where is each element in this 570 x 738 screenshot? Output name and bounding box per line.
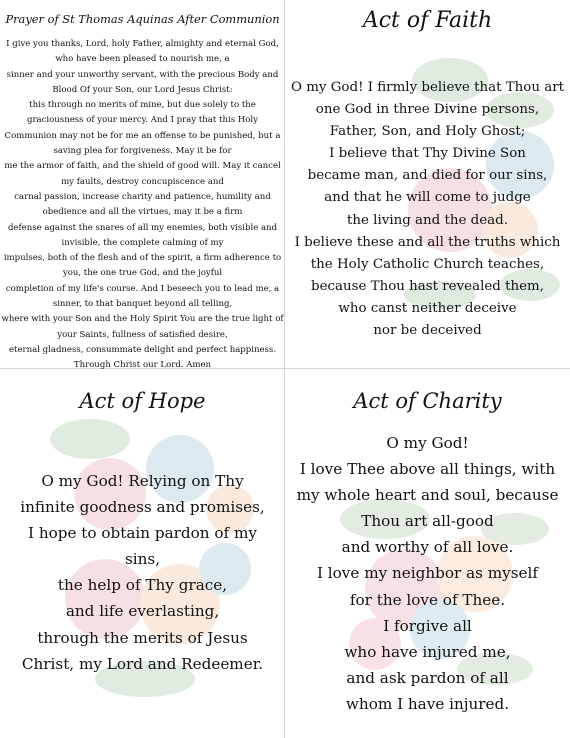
prayer-line: Thou art all-good — [361, 512, 494, 531]
prayer-line: Christ, my Lord and Redeemer. — [21, 654, 264, 673]
prayer-line: completion of my life's course. And I beseech you to lead me, a — [5, 283, 280, 294]
prayer-line: Father, Son, and Holy Ghost; — [329, 124, 526, 140]
prayer-line: and worthy of all love. — [341, 538, 514, 557]
act-of-faith-panel — [285, 0, 570, 369]
prayer-line: impulses, both of the flesh and of the spirit, a firm adherence to — [3, 253, 282, 264]
prayer-line: invisible, the complete calming of my — [61, 237, 224, 248]
act-of-hope-text — [0, 468, 285, 677]
prayer-line: and that he will come to judge — [324, 190, 531, 206]
prayer-line: infinite goodness and promises, — [20, 498, 265, 517]
prayer-line: O my God! Relying on Thy — [41, 472, 244, 490]
prayer-line: the help of Thy grace, — [57, 576, 228, 595]
prayer-line: who canst neither deceive — [338, 300, 517, 316]
prayer-line: Communion may not be for me an offense to be punished, but a — [4, 130, 281, 141]
prayer-line: became man, and died for our sins, — [307, 168, 548, 184]
prayer-line: saving plea for forgiveness. May it be for — [53, 146, 232, 157]
prayer-line: and life everlasting, — [65, 602, 220, 621]
prayer-line: graciousness of your mercy. And I pray that this Holy — [26, 115, 258, 126]
prayer-line: eternal gladness, consummate delight and perfect happiness. — [8, 344, 277, 355]
communion-prayer-text — [0, 37, 285, 369]
prayer-line: this through no merits of mine, but due solely to the — [29, 100, 256, 111]
prayer-line: I believe that Thy Divine Son — [329, 146, 526, 162]
prayer-line: my whole heart and soul, because — [296, 486, 559, 505]
prayer-line: one God in three Divine persons, — [315, 102, 540, 118]
prayer-line: sins, — [124, 550, 161, 569]
act-of-faith-title: Act of Faith — [362, 8, 493, 33]
prayer-line: my faults, destroy concupiscence and — [61, 176, 224, 187]
prayer-line: I believe these and all the truths which — [294, 234, 561, 250]
prayer-line: nor be deceived — [373, 323, 482, 339]
communion-prayer-title: Prayer of St Thomas Aquinas After Communion — [5, 12, 280, 26]
act-of-charity-text — [285, 430, 570, 717]
prayer-line: I forgive all — [383, 616, 472, 635]
prayer-line: sinner and your unworthy servant, with the precious Body and — [6, 69, 279, 80]
prayer-line: O my God! — [386, 434, 469, 452]
prayer-line: I love my neighbor as myself — [316, 564, 539, 583]
prayer-line: who have injured me, — [344, 642, 511, 661]
prayer-line: carnal passion, increase charity and patience, humility and — [14, 191, 271, 202]
prayer-line: I hope to obtain pardon of my — [28, 524, 257, 543]
prayer-line: sinner, to that banquet beyond all telling, — [52, 299, 233, 310]
prayer-line: who have been pleased to nourish me, a — [55, 54, 230, 65]
prayer-line: for the love of Thee. — [349, 590, 506, 609]
act-of-charity-panel — [285, 369, 570, 738]
prayer-line: through the merits of Jesus — [37, 628, 248, 647]
prayer-line: the living and the dead. — [347, 212, 508, 228]
act-of-charity-title: Act of Charity — [353, 389, 502, 413]
prayer-line: obedience and all the virtues, may it be a firm — [42, 207, 243, 218]
act-of-hope-panel — [0, 369, 285, 738]
prayer-line: Through Christ our Lord. Amen — [73, 360, 212, 369]
prayer-line: because Thou hast revealed them, — [311, 278, 544, 294]
prayer-line: I give you thanks, Lord, holy Father, almighty and eternal God, — [6, 39, 279, 49]
prayer-line: the Holy Catholic Church teaches, — [310, 256, 545, 272]
prayer-line: me the armor of faith, and the shield of good will. May it cancel — [4, 161, 281, 172]
prayer-line: I love Thee above all things, with — [299, 460, 556, 479]
prayer-line: your Saints, fullness of satisfied desire, — [57, 329, 228, 340]
prayer-line: whom I have injured. — [345, 694, 510, 713]
prayer-line: Blood Of your Son, our Lord Jesus Christ: — [52, 84, 233, 95]
prayer-line: and ask pardon of all — [346, 668, 509, 687]
prayer-line: you, the one true God, and the joyful — [62, 268, 223, 279]
prayer-line: defense against the snares of all my enemies, both visible and — [7, 222, 278, 233]
prayer-line: O my God! I firmly believe that Thou art — [290, 80, 565, 95]
communion-prayer-panel — [0, 0, 285, 369]
prayer-line: where with your Son and the Holy Spirit You are the true light of — [1, 314, 284, 325]
act-of-faith-text — [285, 77, 570, 342]
act-of-hope-title: Act of Hope — [79, 389, 206, 413]
